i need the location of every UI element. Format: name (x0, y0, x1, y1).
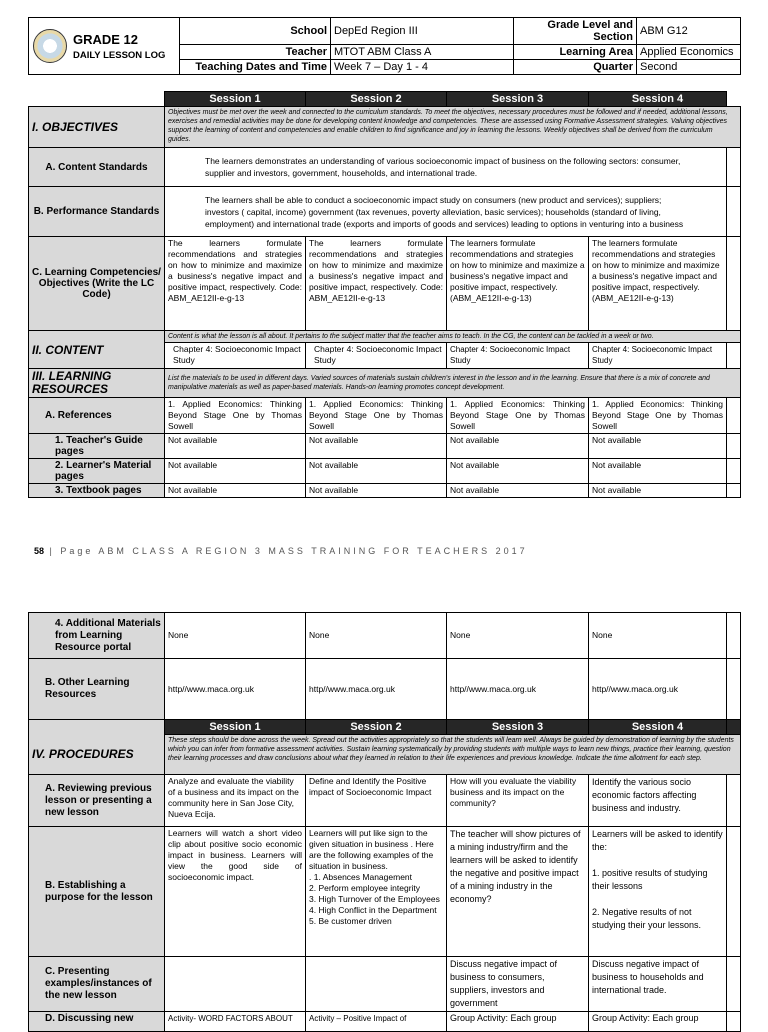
purpose-session-4 (589, 827, 727, 957)
content-session-3: Chapter 4: Socioeconomic Impact Study (447, 343, 589, 369)
content-title: II. CONTENT (29, 331, 165, 369)
reviewing-session-1: Analyze and evaluate the viability of a business and its impact on the community here in San Jose City, Nueva Ecija. (165, 775, 306, 827)
competency-session-2: The learners formulate recommendations and strategies on how to minimize and maximize a business's negative impact and positive impact, respectively. Code: ABM_AE12II-e-g-13 (306, 237, 447, 331)
objectives-title: I. OBJECTIVES (29, 107, 165, 148)
page-footer (34, 546, 528, 556)
objectives-note: Objectives must be met over the week and connected to the curriculum standards. To meet the objectives, necessary procedures must be followed and if needed, additional lessons, exercises and remedial activities may be done for developing content knowledge and competencies. These are assessed using Formative Assessment strategies. Valuing objectives support the learning of content and competencies and enable children to find significance and joy in learning the lessons. Weekly objectives shall be derived from the curriculum guides. (165, 107, 741, 148)
references-label: A. References (29, 398, 165, 434)
teachers-guide-session-2: Not available (306, 434, 447, 459)
teacher-label: Teacher (180, 45, 331, 60)
reviewing-session-3: How will you evaluate the viability business and its impact on the community? (447, 775, 589, 827)
content-note: Content is what the lesson is all about. It pertains to the subject matter that the teacher aims to teach. In the CG, the content can be tackled in a week or two. (165, 331, 741, 343)
textbook-session-4: Not available (589, 484, 727, 498)
teacher-value: MTOT ABM Class A (331, 45, 514, 60)
session-1-header: Session 1 (165, 92, 306, 107)
session-3-header: Session 3 (447, 92, 589, 107)
log-title: DAILY LESSON LOG (73, 49, 166, 61)
presenting-session-3: Discuss negative impact of business to consumers, suppliers, investors and government (447, 957, 589, 1012)
performance-standards-value: The learners shall be able to conduct a socioeconomic impact study on consumers (new product and services); suppliers; investors ( capital, income) government (tax revenues, poverty alleviation, basic services); households (standard of living, employment) and international trade (exports and imports of goods and services) leading to options in venturing into a business (165, 187, 727, 237)
purpose-2-item: 3. High Turnover of the Employees (309, 894, 440, 904)
school-label: School (180, 18, 331, 45)
presenting-session-1 (165, 957, 306, 1012)
other-resource-session-4[interactable]: http//www.maca.org.uk (589, 659, 727, 720)
content-session-1: Chapter 4: Socioeconomic Impact Study (165, 343, 306, 369)
dates-label: Teaching Dates and Time (180, 60, 331, 75)
reference-session-2: 1. Applied Economics: Thinking Beyond Stage One by Thomas Sowell (306, 398, 447, 434)
learners-material-session-2: Not available (306, 459, 447, 484)
reviewing-session-4: Identify the various socio economic factors affecting business and industry. (589, 775, 727, 827)
reviewing-label: A. Reviewing previous lesson or presenting a new lesson (29, 775, 165, 827)
additional-session-2: None (306, 613, 447, 659)
school-value: DepEd Region III (331, 18, 514, 45)
discussing-session-3: Group Activity: Each group (447, 1012, 589, 1032)
purpose-2-intro: Learners will put like sign to the given situation in business . Here are the following examples of the situation in business. (309, 828, 434, 871)
learners-material-session-4: Not available (589, 459, 727, 484)
presenting-label: C. Presenting examples/instances of the new lesson (29, 957, 165, 1012)
additional-session-3: None (447, 613, 589, 659)
purpose-4-intro: Learners will be asked to identify the: (592, 829, 723, 852)
session-4-header: Session 4 (589, 92, 727, 107)
content-session-2: Chapter 4: Socioeconomic Impact Study (306, 343, 447, 369)
grade-level-value: ABM G12 (637, 18, 741, 45)
reference-session-3: 1. Applied Economics: Thinking Beyond Stage One by Thomas Sowell (447, 398, 589, 434)
additional-session-4: None (589, 613, 727, 659)
teachers-guide-session-4: Not available (589, 434, 727, 459)
purpose-2-item: 2. Perform employee integrity (309, 883, 421, 893)
learners-material-session-3: Not available (447, 459, 589, 484)
discussing-session-1: Activity- WORD FACTORS ABOUT (165, 1012, 306, 1032)
session-3-header-2: Session 3 (447, 720, 589, 735)
other-resources-label: B. Other Learning Resources (29, 659, 165, 720)
discussing-label: D. Discussing new (29, 1012, 165, 1032)
learning-area-value: Applied Economics (637, 45, 741, 60)
quarter-value: Second (637, 60, 741, 75)
title-cell (29, 18, 180, 75)
grade-level-label: Grade Level and Section (514, 18, 637, 45)
procedures-note: These steps should be done across the week. Spread out the activities appropriately so that the students will learn well. Always be guided by demonstration of learning by the students which you can infer from formative assessment activities. Sustain learning systematically by providing students with multiple ways to learn new things, practice their learning, question their learning processes and draw conclusions about what they learned in relation to their life experiences and previous knowledge. Indicate the time allotment for each step. (165, 735, 741, 775)
objectives-block (28, 91, 741, 498)
purpose-session-1: Learners will watch a short video clip about positive socio economic impact in business. Learners will view the good side of socioeconomic impact. (165, 827, 306, 957)
header-table (28, 17, 741, 75)
textbook-session-3: Not available (447, 484, 589, 498)
other-resource-session-2[interactable]: http//www.maca.org.uk (306, 659, 447, 720)
purpose-4-item: 1. positive results of studying their lessons (592, 868, 708, 891)
resources-title: III. LEARNING RESOURCES (29, 369, 165, 398)
discussing-session-4: Group Activity: Each group (589, 1012, 727, 1032)
reviewing-session-2: Define and Identify the Positive impact of Socioeconomic Impact (306, 775, 447, 827)
content-standards-value: The learners demonstrates an understanding of various socioeconomic impact of business on the following sectors: consumer, supplier and investors, government, households, and international trade. (165, 148, 727, 187)
deped-seal-logo (33, 29, 67, 63)
session-2-header-2: Session 2 (306, 720, 447, 735)
dates-value: Week 7 – Day 1 - 4 (331, 60, 514, 75)
additional-materials-label: 4. Additional Materials from Learning Resource portal (29, 613, 165, 659)
competencies-label: C. Learning Competencies/ Objectives (Write the LC Code) (29, 237, 165, 331)
header-block (28, 17, 741, 75)
footer-text: | Page ABM CLASS A REGION 3 MASS TRAINING FOR TEACHERS 2017 (49, 546, 528, 556)
grade-title: GRADE 12 (73, 31, 139, 47)
page-number: 58 (34, 546, 45, 556)
presenting-session-4: Discuss negative impact of business to households and international trade. (589, 957, 727, 1012)
purpose-session-3: The teacher will show pictures of a mining industry/firm and the learners will be asked to identify the negative and positive impact of a mining industry in the economy? (447, 827, 589, 957)
textbook-label: 3. Textbook pages (29, 484, 165, 498)
dll-table-page2 (28, 612, 741, 1032)
resources-note: List the materials to be used in different days. Varied sources of materials sustain children's interest in the lesson and in the learning. Ensure that there is a mix of concrete and manipulative materials as well as paper-based materials. Hands-on learning promotes concept development. (165, 369, 741, 398)
quarter-label: Quarter (514, 60, 637, 75)
reference-session-1: 1. Applied Economics: Thinking Beyond Stage One by Thomas Sowell (165, 398, 306, 434)
content-standards-label: A. Content Standards (29, 148, 165, 187)
session-4-header-2: Session 4 (589, 720, 727, 735)
session-2-header: Session 2 (306, 92, 447, 107)
learners-material-label: 2. Learner's Material pages (29, 459, 165, 484)
competency-session-1: The learners formulate recommendations and strategies on how to minimize and maximize a business's negative impact and positive impact, respectively. Code: ABM_AE12II-e-g-13 (165, 237, 306, 331)
page2-block (28, 612, 741, 1032)
textbook-session-2: Not available (306, 484, 447, 498)
purpose-2-item: 5. Be customer driven (309, 916, 392, 926)
purpose-2-item: . 1. Absences Management (309, 872, 413, 882)
additional-session-1: None (165, 613, 306, 659)
presenting-session-2 (306, 957, 447, 1012)
dll-table-page1 (28, 91, 741, 498)
competency-session-4: The learners formulate recommendations and strategies on how to minimize and maximize a business's negative impact and positive impact, respectively.(ABM_AE12II-e-g-13) (589, 237, 727, 331)
reference-session-4: 1. Applied Economics: Thinking Beyond Stage One by Thomas Sowell (589, 398, 727, 434)
purpose-2-item: 4. High Conflict in the Department (309, 905, 437, 915)
other-resource-session-3[interactable]: http//www.maca.org.uk (447, 659, 589, 720)
learners-material-session-1: Not available (165, 459, 306, 484)
textbook-session-1: Not available (165, 484, 306, 498)
procedures-title: IV. PROCEDURES (29, 735, 165, 775)
performance-standards-label: B. Performance Standards (29, 187, 165, 237)
session-1-header-2: Session 1 (165, 720, 306, 735)
competency-session-3: The learners formulate recommendations and strategies on how to minimize and maximize a business's negative impact and positive impact, respectively.(ABM_AE12II-e-g-13) (447, 237, 589, 331)
discussing-session-2: Activity – Positive Impact of (306, 1012, 447, 1032)
learning-area-label: Learning Area (514, 45, 637, 60)
purpose-4-item: 2. Negative results of not studying their your lessons. (592, 907, 702, 930)
teachers-guide-session-3: Not available (447, 434, 589, 459)
teachers-guide-label: 1. Teacher's Guide pages (29, 434, 165, 459)
other-resource-session-1[interactable]: http//www.maca.org.uk (165, 659, 306, 720)
purpose-label: B. Establishing a purpose for the lesson (29, 827, 165, 957)
purpose-session-2 (306, 827, 447, 957)
teachers-guide-session-1: Not available (165, 434, 306, 459)
content-session-4: Chapter 4: Socioeconomic Impact Study (589, 343, 727, 369)
